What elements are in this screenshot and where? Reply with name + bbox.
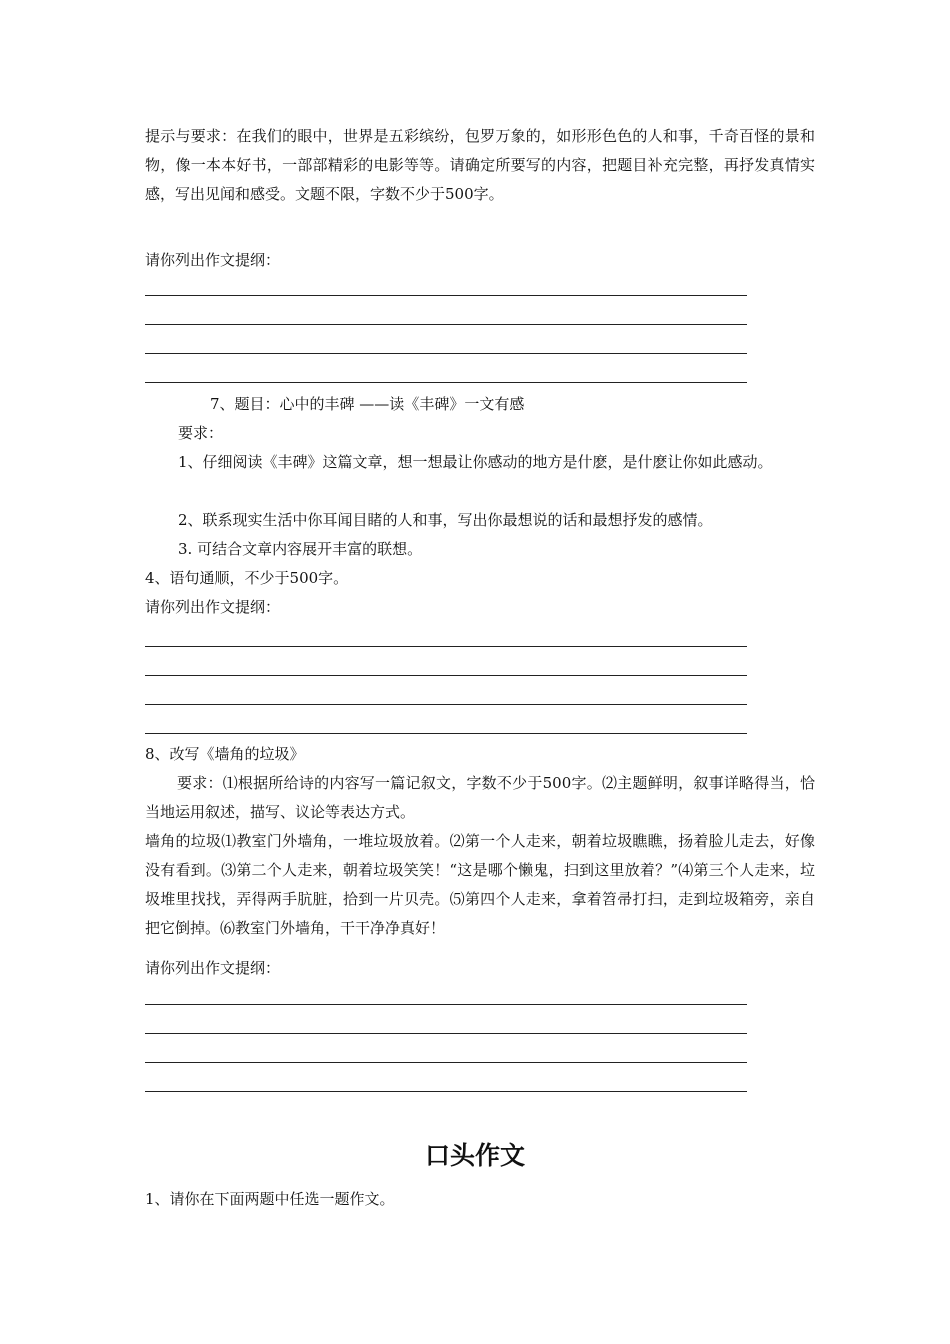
sec6-outline-prompt: 请你列出作文提纲：	[145, 251, 281, 269]
sec7-outline-prompt: 请你列出作文提纲：	[145, 598, 281, 616]
sec8-poem: 墙角的垃圾⑴教室门外墙角，一堆垃圾放着。⑵第一个人走来，朝着垃圾瞧瞧，扬着脸儿走去，好像没有看到。⑶第二个人走来，朝着垃圾笑笑！“这是哪个懒鬼，扫到这里放着？”⑷第三个人走来，垃圾堆里找找，弄得两手肮脏，拾到一片贝壳。⑸第四个人走来，拿着笤帚打扫，走到垃圾箱旁，亲自把它倒掉。⑹教室门外墙角，干干净净真好！	[145, 832, 815, 937]
outline-line	[145, 1004, 747, 1005]
outline-line	[145, 295, 747, 296]
outline-line	[145, 324, 747, 325]
sec8-requirements: 要求：⑴根据所给诗的内容写一篇记叙文，字数不少于500字。⑵主题鲜明，叙事详略得当，恰当地运用叙述，描写、议论等表达方式。	[145, 774, 815, 821]
sec8-title: 8、改写《墙角的垃圾》	[145, 745, 305, 763]
sec8-outline-prompt: 请你列出作文提纲：	[145, 959, 281, 977]
sec7-req-label: 要求：	[178, 424, 224, 442]
sec7-title: 7、题目：心中的丰碑 ——读《丰碑》一文有感	[210, 395, 525, 413]
outline-line	[145, 1033, 747, 1034]
oral-item-1: 1、请你在下面两题中任选一题作文。	[145, 1190, 395, 1208]
sec7-req3: 3. 可结合文章内容展开丰富的联想。	[178, 540, 423, 558]
outline-line	[145, 646, 747, 647]
sec6-hint: 提示与要求：在我们的眼中，世界是五彩缤纷，包罗万象的，如形形色色的人和事，千奇百怪的景和物，像一本本好书，一部部精彩的电影等等。请确定所要写的内容，把题目补充完整，再抒发真情实感，写出见闻和感受。文题不限，字数不少于500字。	[145, 127, 815, 203]
outline-line	[145, 353, 747, 354]
oral-heading: 口头作文	[424, 1141, 525, 1170]
outline-line	[145, 1062, 747, 1063]
sec7-req1: 1、仔细阅读《丰碑》这篇文章，想一想最让你感动的地方是什麽，是什麽让你如此感动。	[178, 453, 773, 471]
sec7-req4: 4、语句通顺，不少于500字。	[145, 569, 349, 587]
outline-line	[145, 382, 747, 383]
outline-line	[145, 675, 747, 676]
sec7-req2: 2、联系现实生活中你耳闻目睹的人和事，写出你最想说的话和最想抒发的感情。	[178, 511, 713, 529]
outline-line	[145, 704, 747, 705]
outline-line	[145, 1091, 747, 1092]
outline-line	[145, 733, 747, 734]
